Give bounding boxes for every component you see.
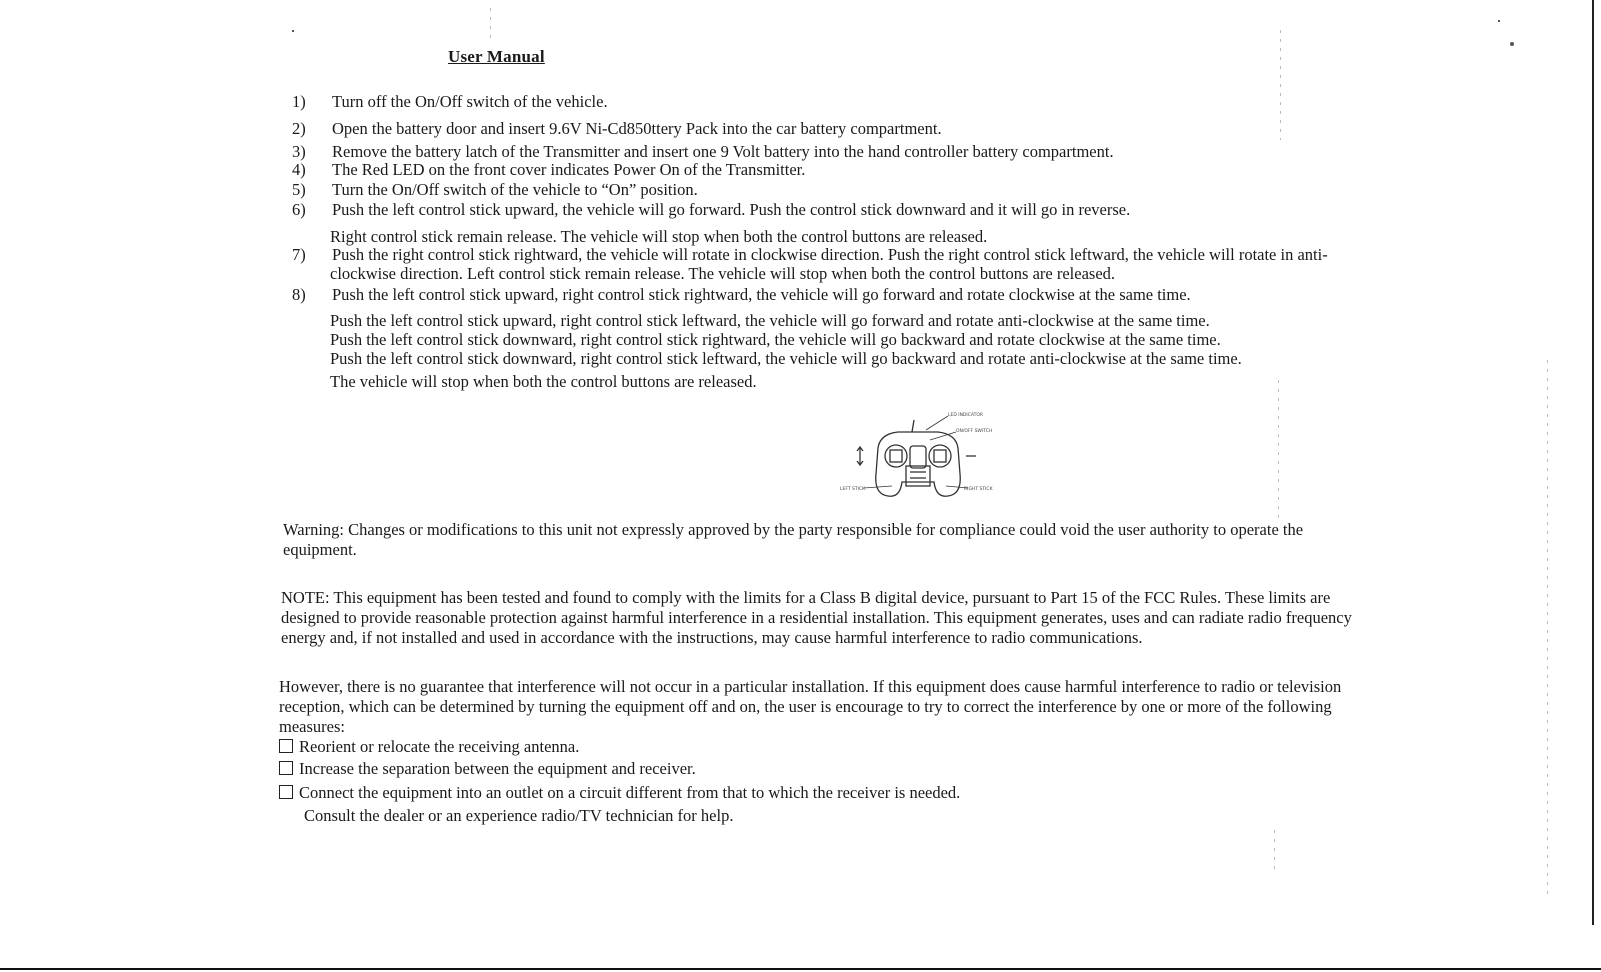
consult-line: Consult the dealer or an experience radio/TV technician for help. <box>304 806 734 825</box>
step-6-line-2: Right control stick remain release. The vehicle will stop when both the control buttons are released. <box>330 227 988 246</box>
step-number: 2) <box>292 119 306 138</box>
scan-mark <box>1547 360 1548 900</box>
figure-label-switch: ON/OFF SWITCH <box>956 429 993 434</box>
step-8-line-5: The vehicle will stop when both the control buttons are released. <box>330 372 757 391</box>
step-text: Remove the battery latch of the Transmitter and insert one 9 Volt battery into the hand controller battery compartment. <box>332 142 1114 161</box>
however-line-1: However, there is no guarantee that interference will not occur in a particular installation. If this equipment does cause harmful interference to radio or television <box>279 677 1342 696</box>
measure-item <box>279 759 696 779</box>
step-8-line-2: Push the left control stick upward, right control stick leftward, the vehicle will go forward and rotate anti-clockwise at the same time. <box>330 311 1210 330</box>
scan-speck <box>292 30 294 32</box>
step-number: 3) <box>292 142 306 161</box>
note-line-1: NOTE: This equipment has been tested and found to comply with the limits for a Class B digital device, pursuant to Part 15 of the FCC Rules. These limits are <box>281 588 1331 607</box>
step-number: 8) <box>292 285 306 304</box>
measure-text: Increase the separation between the equipment and receiver. <box>299 759 696 778</box>
step-text: Turn the On/Off switch of the vehicle to “On” position. <box>332 180 698 199</box>
scan-mark <box>490 8 491 44</box>
step-number: 1) <box>292 92 306 111</box>
however-line-2: reception, which can be determined by turning the equipment off and on, the user is encourage to try to correct the interference by one or more of the following <box>279 697 1332 716</box>
page-edge-bottom <box>0 968 1601 970</box>
step-text: Push the left control stick upward, right control stick rightward, the vehicle will go forward and rotate clockwise at the same time. <box>332 285 1191 304</box>
page-title: User Manual <box>448 47 545 66</box>
step-number: 4) <box>292 160 306 179</box>
step-text: Open the battery door and insert 9.6V Ni-Cd850ttery Pack into the car battery compartment. <box>332 119 942 138</box>
step-text: Turn off the On/Off switch of the vehicle. <box>332 92 608 111</box>
checkbox-icon <box>279 761 293 775</box>
scan-speck <box>1510 42 1514 46</box>
warning-line-2: equipment. <box>283 540 357 559</box>
step-8-line-3: Push the left control stick downward, right control stick rightward, the vehicle will go backward and rotate clockwise at the same time. <box>330 330 1221 349</box>
figure-label-led: LED INDICATOR <box>948 413 984 418</box>
scan-mark <box>1278 380 1279 520</box>
scan-speck <box>1498 20 1500 22</box>
measure-text: Reorient or relocate the receiving antenna. <box>299 737 580 756</box>
step-7-line-2: clockwise direction. Left control stick remain release. The vehicle will stop when both the control buttons are released. <box>330 264 1116 283</box>
measure-text: Connect the equipment into an outlet on a circuit different from that to which the receiver is needed. <box>299 783 961 802</box>
warning-line-1: Warning: Changes or modifications to this unit not expressly approved by the party responsible for compliance could void the user authority to operate the <box>283 520 1304 539</box>
step-text: Push the right control stick rightward, the vehicle will rotate in clockwise direction. Push the right control stick leftward, the vehicle will rotate in anti- <box>332 245 1328 264</box>
step-text: The Red LED on the front cover indicates Power On of the Transmitter. <box>332 160 806 179</box>
step-text: Push the left control stick upward, the vehicle will go forward. Push the control stick downward and it will go in reverse. <box>332 200 1131 219</box>
scan-mark <box>1280 30 1281 140</box>
scan-mark <box>1274 830 1275 870</box>
step-number: 5) <box>292 180 306 199</box>
measure-item <box>279 737 579 757</box>
checkbox-icon <box>279 739 293 753</box>
step-number: 7) <box>292 245 306 264</box>
step-number: 6) <box>292 200 306 219</box>
figure-label-left-stick: LEFT STICK <box>840 487 866 492</box>
however-line-3: measures: <box>279 717 345 736</box>
note-line-2: designed to provide reasonable protection against harmful interference in a residential installation. This equipment generates, uses and can radiate radio frequency <box>281 608 1352 627</box>
checkbox-icon <box>279 785 293 799</box>
page-edge-right <box>1592 0 1594 925</box>
figure-label-right-stick: RIGHT STICK <box>964 487 993 492</box>
controller-diagram <box>838 410 998 520</box>
measure-item <box>279 783 960 803</box>
step-8-line-4: Push the left control stick downward, right control stick leftward, the vehicle will go backward and rotate anti-clockwise at the same time. <box>330 349 1242 368</box>
note-line-3: energy and, if not installed and used in accordance with the instructions, may cause harmful interference to radio communications. <box>281 628 1143 647</box>
